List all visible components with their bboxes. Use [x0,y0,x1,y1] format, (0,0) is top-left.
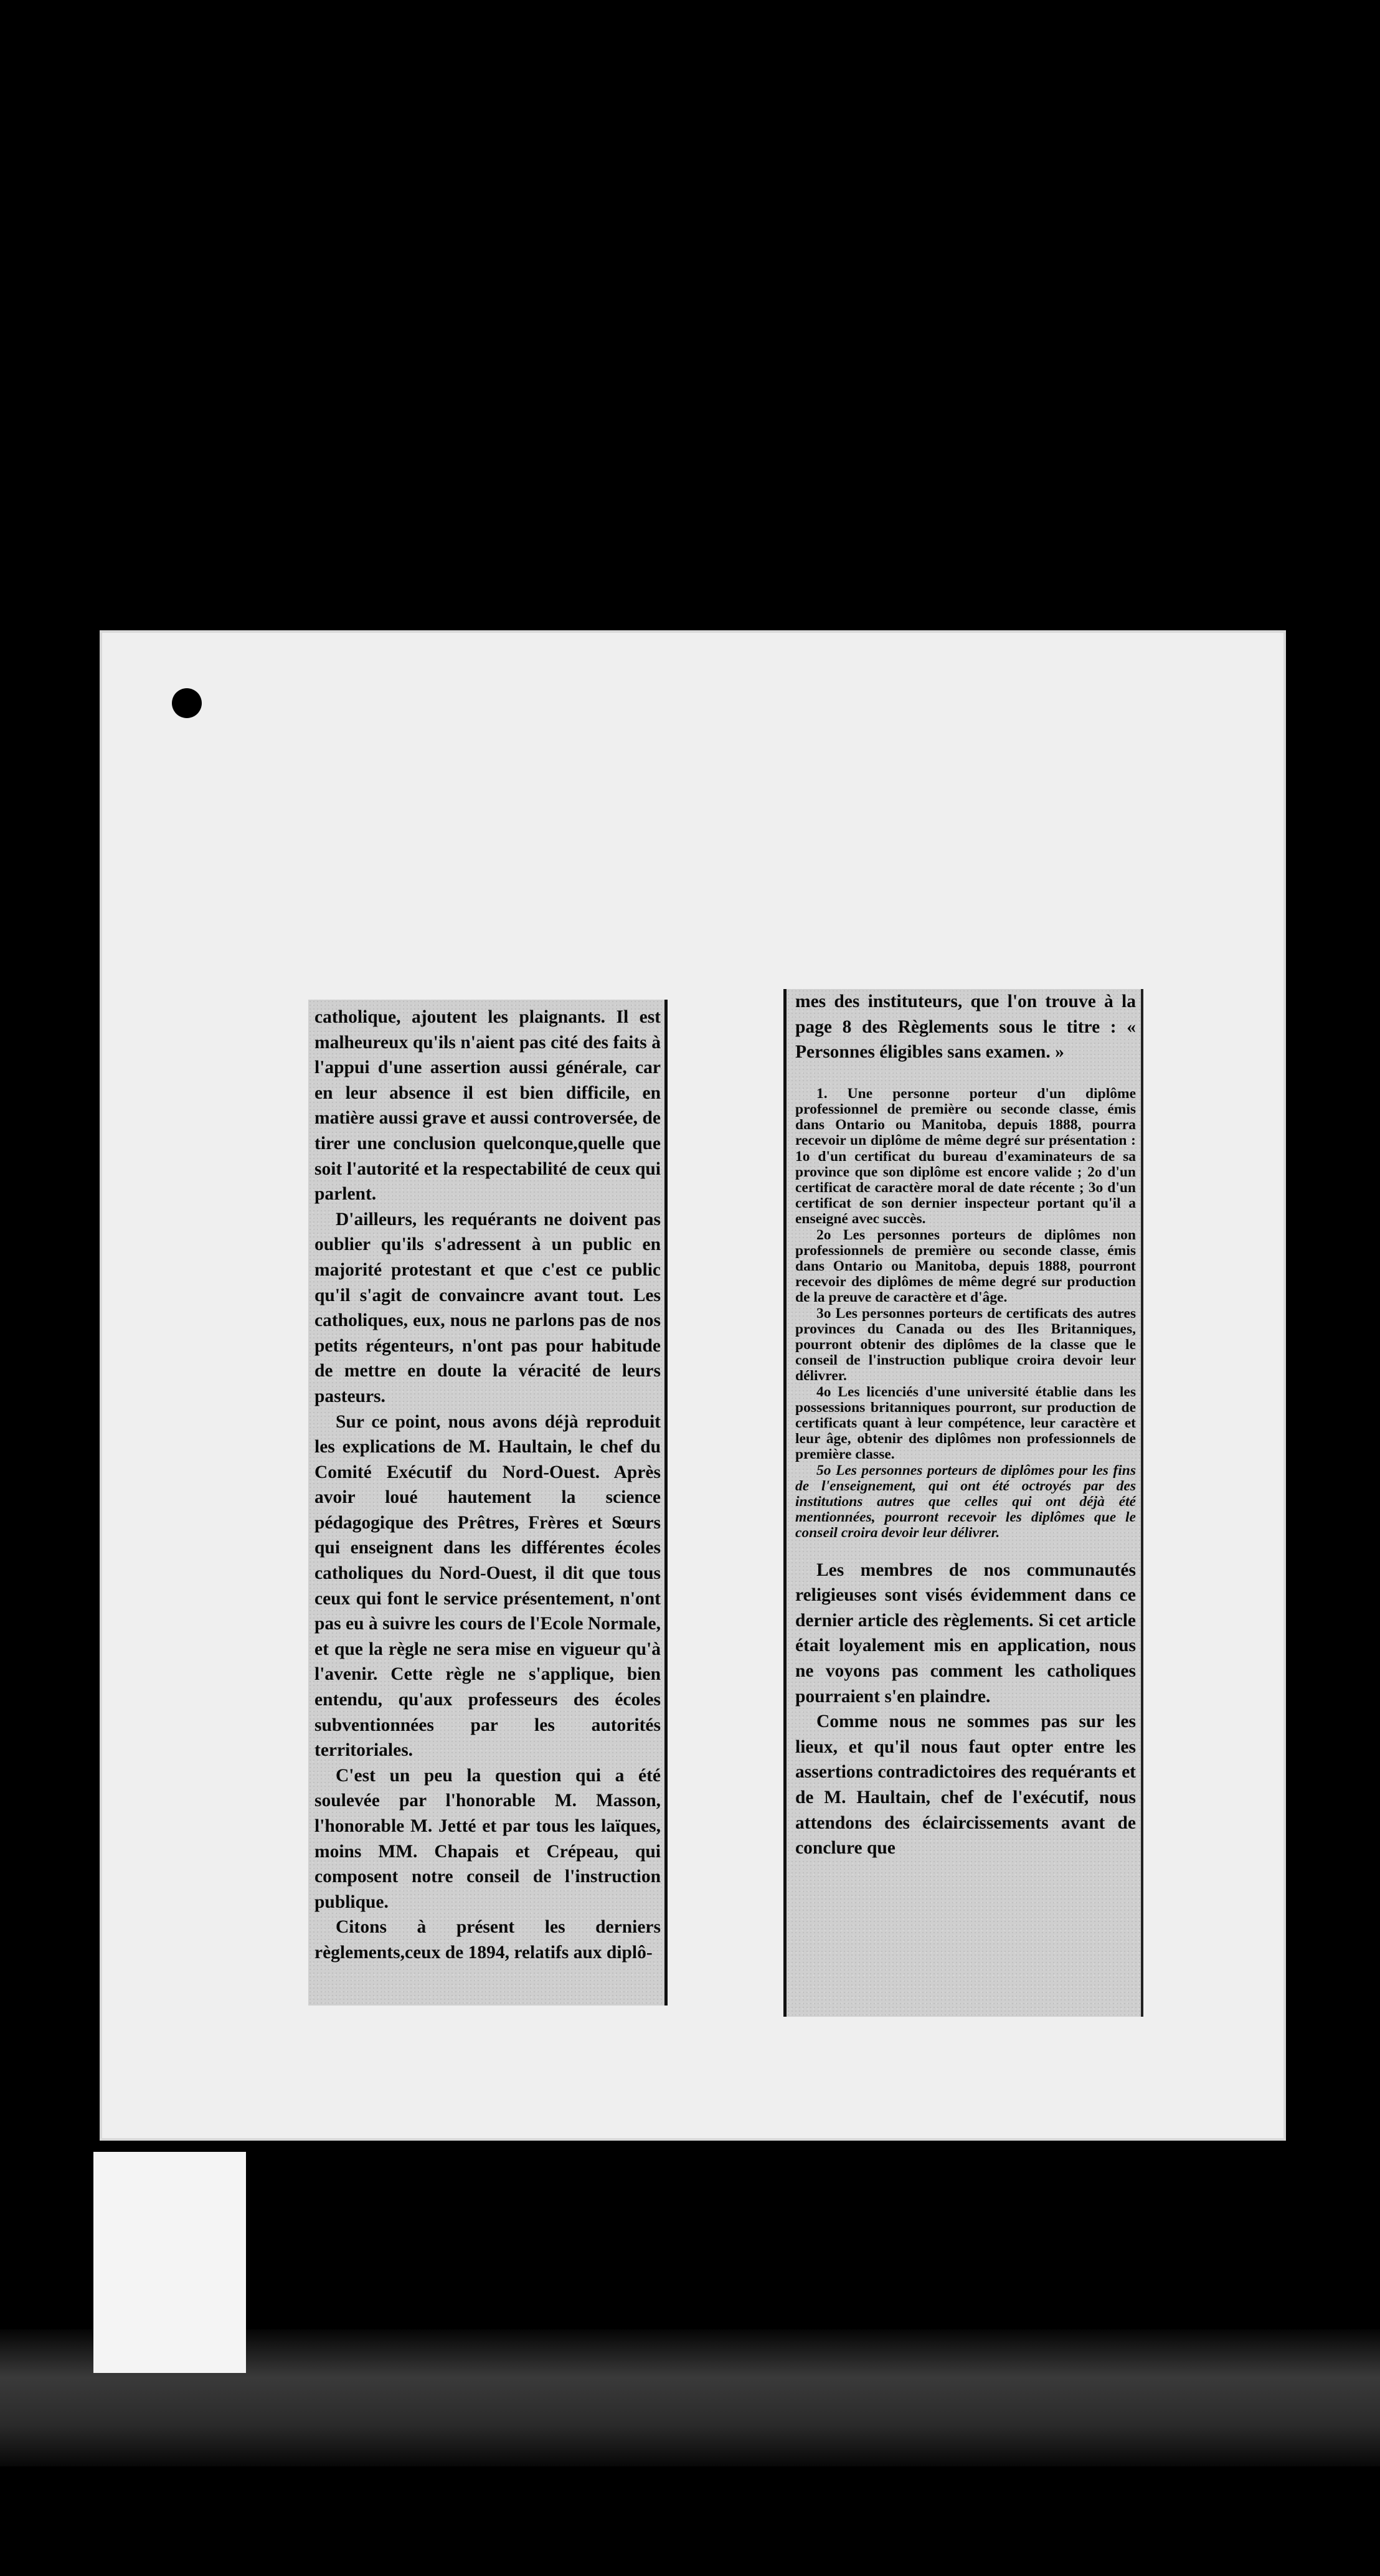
paragraph: Les membres de nos communautés religieuses sont visés évidemment dans ce dernier article des règlements. Si cet article était loyalement mis en application, nous ne voyons pas comment les catholiques pourraient s'en plaindre. [795,1560,1136,1707]
intro-paragraph: mes des instituteurs, que l'on trouve à la page 8 des Règlements sous le titre : « Personnes éligibles sans examen. » [795,992,1136,1063]
blank-target-card [93,2152,246,2373]
regulation-item: 3o Les personnes porteurs de certificats des autres provinces du Canada ou des Iles Britanniques, pourront obtenir des diplômes de la classe que le conseil de l'instruction publique croira devoir leur délivrer. [795,1305,1136,1385]
newspaper-clipping-left [308,1000,668,2005]
regulation-item: 2o Les personnes porteurs de diplômes non professionnels de première ou seconde classe, émis dans Ontario ou Manitoba, depuis 1888, pourront recevoir des diplômes de même degré sur production de la preuve de caractère et d'âge. [795,1226,1136,1306]
paragraph: catholique, ajoutent les plaignants. Il est malheureux qu'ils n'aient pas cité des faits à l'appui d'une assertion aussi générale, car en leur absence il est bien difficile, en matière aussi grave et aussi controversée, de tirer une conclusion quelconque,quelle que soit l'autorité et la respectabilité de ceux qui parlent. [314,1007,661,1205]
regulation-item-italic: 5o Les personnes porteurs de diplômes pour les fins de l'enseignement, qui ont été octroyés par des institutions autres que celles qui ont déjà été mentionnées, pourront recevoir les diplômes que le conseil croira devoir leur délivrer. [795,1462,1136,1541]
paragraph: Sur ce point, nous avons déjà reproduit les explications de M. Haultain, le chef du Comité Exécutif du Nord-Ouest. Après avoir loué hautement la science pédagogique des Prêtres, Frères et Sœurs qui enseignent dans les différentes écoles catholiques du Nord-Ouest, il dit que tous ceux qui font le service présentement, n'ont pas eu à suivre les cours de l'Ecole Normale, et que la règle ne sera mise en vigueur qu'à l'avenir. Cette règle ne s'applique, bien entendu, qu'aux professeurs des écoles subventionnées par les autorités territoriales. [314,1411,661,1761]
regulation-item: 1. Une personne porteur d'un diplôme professionnel de première ou seconde classe, émis dans Ontario ou Manitoba, depuis 1888, pourra recevoir un diplôme de même degré sur présentation : 1o d'un certificat du bureau d'examinateurs de sa province que son diplôme est encore valide ; 2o d'un certificat de caractère moral de date récente ; 3o d'un certificat de son dernier inspecteur portant qu'il a enseigné avec succès. [795,1085,1136,1228]
paragraph: Citons à présent les derniers règlements,ceux de 1894, relatifs aux diplô- [314,1917,661,1963]
paragraph: Comme nous ne sommes pas sur les lieux, et qu'il nous faut opter entre les assertions contradictoires des requérants et de M. Haultain, chef de l'exécutif, nous attendons des éclaircissements avant de conclure que [795,1712,1136,1859]
newspaper-clipping-right [783,989,1143,2017]
regulation-item: 4o Les licenciés d'une université établie dans les possessions britanniques pourront, sur production de certificats quant à leur compétence, leur caractère et leur âge, obtenir des diplômes non professionnels de première classe. [795,1383,1136,1463]
paragraph: C'est un peu la question qui a été soulevée par l'honorable M. Masson, l'honorable M. Jetté et par tous les laïques, moins MM. Chapais et Crépeau, qui composent notre conseil de l'instruction publique. [314,1765,661,1912]
paragraph: D'ailleurs, les requérants ne doivent pas oublier qu'ils s'adressent à un public en majorité protestant et que c'est ce public qu'il s'agit de convaincre avant tout. Les catholiques, eux, nous ne parlons pas de nos petits régenteurs, n'ont pas pour habitude de mettre en doute la véracité de leurs pasteurs. [314,1209,661,1406]
punch-hole [172,688,202,718]
